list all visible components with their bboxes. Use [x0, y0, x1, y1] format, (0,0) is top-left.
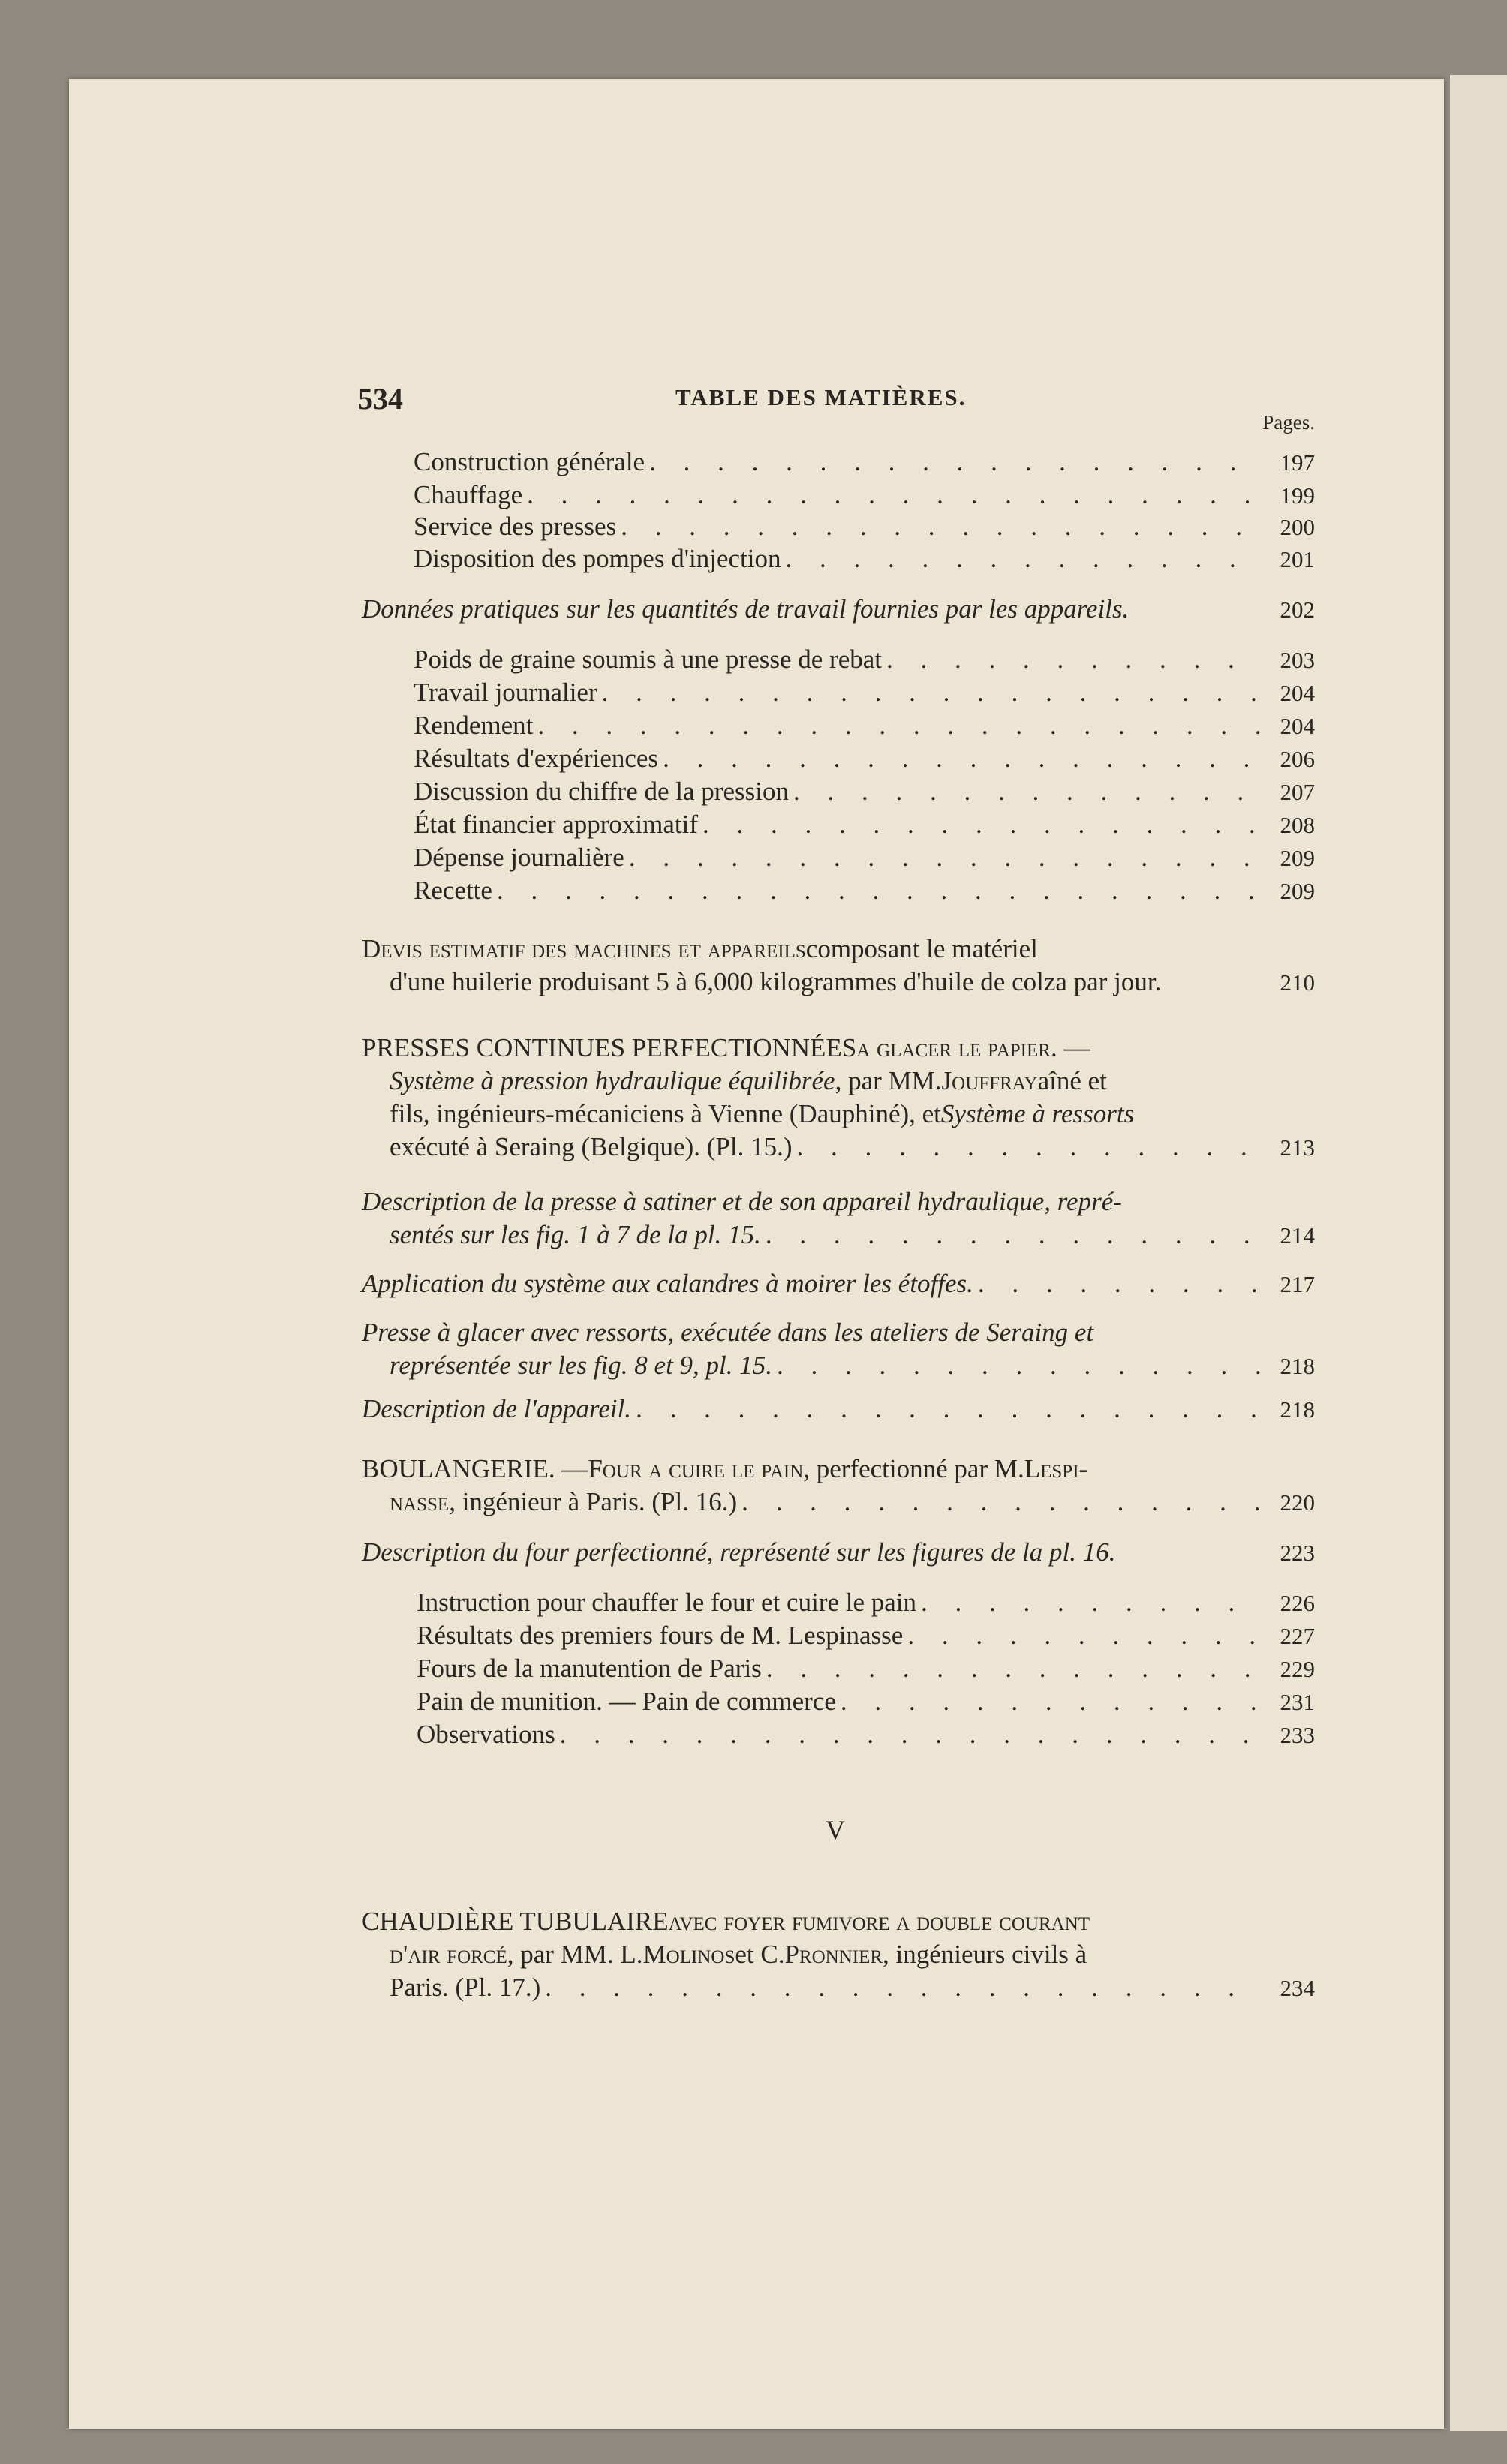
pages-label: Pages.	[1262, 411, 1315, 434]
toc-entry-chaudiere-cont: d'air forcé , par MM. L. Molinos et C. Pronnier , ingénieurs civils à	[390, 1940, 1087, 1969]
toc-entry-desc-presse-cont: sentés sur les fig. 1 à 7 de la pl. 15. . . . 214	[390, 1218, 1315, 1252]
toc-entry: Recette . . . 209	[414, 874, 1315, 908]
toc-entry-devis-cont: d'une huilerie produisant 5 à 6,000 kilogrammes d'huile de colza par jour. 210	[390, 967, 1315, 996]
toc-entry-presse-glacer: Presse à glacer avec ressorts, exécutée dans les ateliers de Seraing et	[362, 1318, 1094, 1347]
toc-entry-boulangerie: BOULANGERIE. — Four a cuire le pain , perfectionné par M. Lespi-	[362, 1454, 1088, 1483]
toc-entry-devis: Devis estimatif des machines et appareils composant le matériel	[362, 934, 1038, 963]
toc-entry: Dépense journalière . . . 209	[414, 841, 1315, 875]
toc-entry: Instruction pour chauffer le four et cuire le pain . . . 226	[417, 1586, 1315, 1620]
toc-entry: Travail journalier . . . 204	[414, 676, 1315, 710]
toc-entry: État financier approximatif . . . 208	[414, 808, 1315, 842]
adjacent-page-edge	[1450, 75, 1507, 2431]
toc-entry: Résultats d'expériences . . . 206	[414, 742, 1315, 776]
toc-entry: Observations . . . 233	[417, 1718, 1315, 1752]
toc-entry: Rendement . . . 204	[414, 709, 1315, 743]
toc-entry-presses: PRESSES CONTINUES PERFECTIONNÉES a glacer le papier. —	[362, 1033, 1090, 1062]
toc-entry-presses-cont: exécuté à Seraing (Belgique). (Pl. 15.) . . . 213	[390, 1131, 1315, 1164]
toc-entry: Fours de la manutention de Paris . . . 229	[417, 1652, 1315, 1686]
toc-entry-presses-cont: Système à pression hydraulique équilibrée , par MM. Jouffray aîné et	[390, 1066, 1107, 1095]
toc-entry: Disposition des pompes d'injection . . . 201	[414, 542, 1315, 576]
section-heading-v: V	[826, 1815, 845, 1845]
toc-entry: Poids de graine soumis à une presse de rebat . . . 203	[414, 643, 1315, 677]
toc-entry: Données pratiques sur les quantités de travail fournies par les appareils. 202	[362, 594, 1315, 624]
toc-entry: Pain de munition. — Pain de commerce . . . 231	[417, 1685, 1315, 1719]
toc-entry-presse-glacer-cont: représentée sur les fig. 8 et 9, pl. 15. . . . 218	[390, 1349, 1315, 1383]
toc-entry-application: Application du système aux calandres à moirer les étoffes. . . . 217	[362, 1267, 1315, 1301]
toc-entry-boulangerie-cont: nasse , ingénieur à Paris. (Pl. 16.) . . . 220	[390, 1486, 1315, 1519]
toc-entry-chaudiere: CHAUDIÈRE TUBULAIRE avec foyer fumivore a double courant	[362, 1907, 1090, 1936]
toc-entry: Chauffage . . . 199	[414, 479, 1315, 512]
page-title: TABLE DES MATIÈRES.	[675, 384, 967, 410]
toc-entry-presses-cont: fils, ingénieurs-mécaniciens à Vienne (Dauphiné), et Système à ressorts	[390, 1099, 1135, 1128]
toc-entry: Construction générale . . . 197	[414, 446, 1315, 479]
toc-entry: Discussion du chiffre de la pression . . . 207	[414, 775, 1315, 809]
toc-entry-chaudiere-cont: Paris. (Pl. 17.) . . . 234	[390, 1971, 1315, 2005]
page-number: 534	[358, 382, 403, 416]
toc-entry-desc-four: Description du four perfectionné, représenté sur les figures de la pl. 16. 223	[362, 1537, 1315, 1567]
toc-entry-desc-presse: Description de la presse à satiner et de son appareil hydraulique, repré-	[362, 1187, 1122, 1216]
toc-entry: Service des presses . . . 200	[414, 510, 1315, 544]
toc-entry-desc-appareil: Description de l'appareil. . . . 218	[362, 1393, 1315, 1426]
toc-entry: Résultats des premiers fours de M. Lespinasse . . . 227	[417, 1619, 1315, 1653]
